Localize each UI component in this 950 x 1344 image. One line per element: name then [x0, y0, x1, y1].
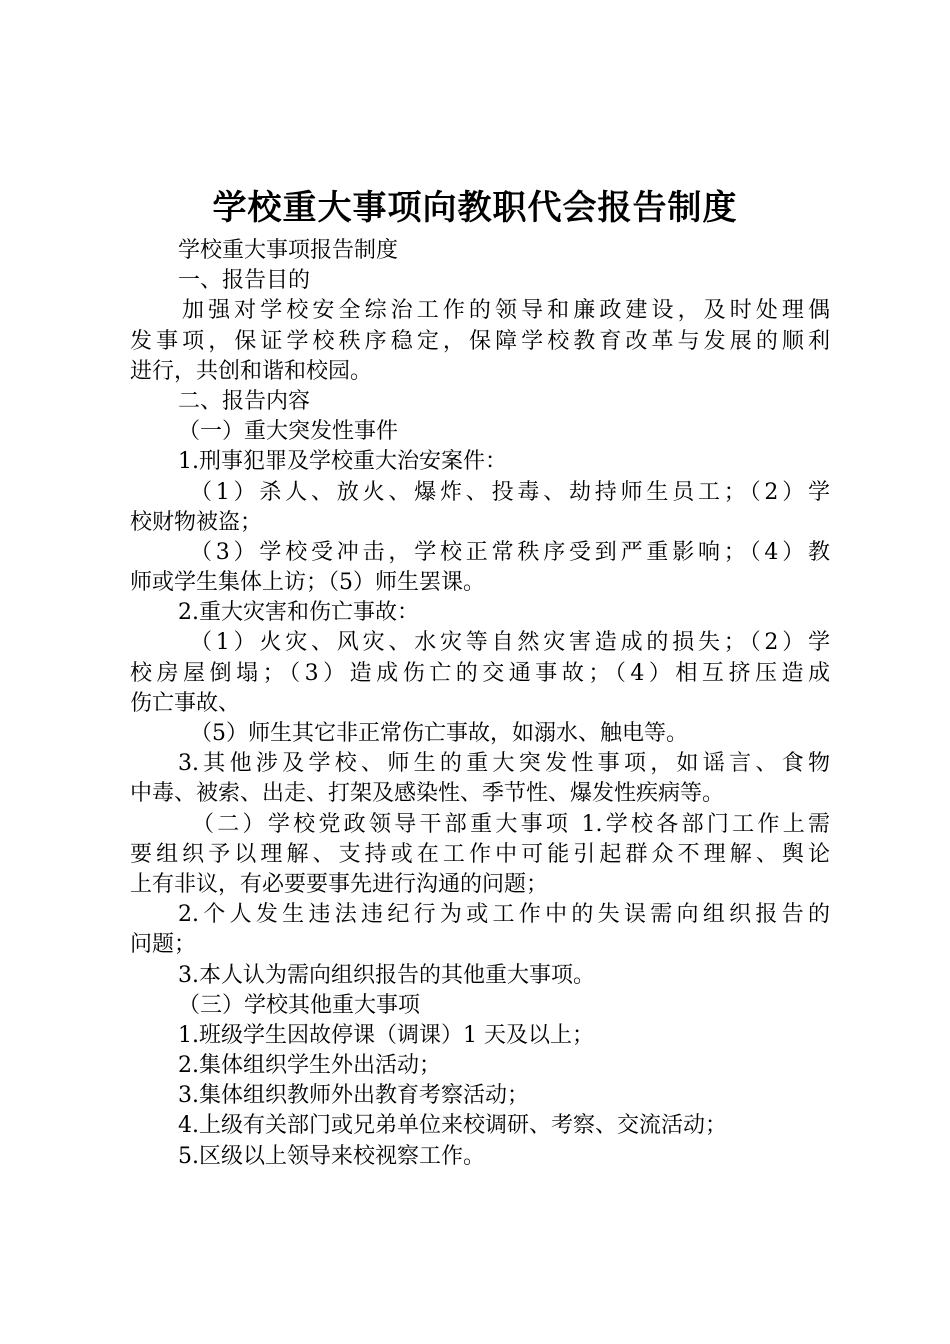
document-line: 加强对学校安全综治工作的领导和廉政建设，及时处理偶 [182, 298, 830, 324]
document-line: （1）火灾、风灾、水灾等自然灾害造成的损失；（2）学 [190, 630, 830, 656]
document-line: （5）师生其它非正常伤亡事故，如溺水、触电等。 [190, 721, 688, 746]
document-line: 2.重大灾害和伤亡事故： [178, 600, 419, 626]
document-line: 2.个人发生违法违纪行为或工作中的失误需向组织报告的 [178, 902, 830, 928]
document-line: 进行，共创和谐和校园。 [130, 358, 373, 384]
document-line: 5.区级以上领导来校视察工作。 [178, 1143, 485, 1169]
document-line: （一）重大突发性事件 [178, 419, 399, 445]
document-line: （二）学校党政领导干部重大事项 1.学校各部门工作上需 [192, 811, 830, 837]
document-body [130, 236, 830, 1172]
document-line: 学校重大事项报告制度 [178, 238, 399, 263]
document-line: 发事项，保证学校秩序稳定，保障学校教育改革与发展的顺利 [130, 328, 830, 354]
document-line: （3）学校受冲击，学校正常秩序受到严重影响；（4）教 [190, 539, 830, 565]
document-line: 3.集体组织教师外出教育考察活动； [178, 1083, 529, 1109]
document-line: 问题； [130, 932, 197, 958]
document-line: 中毒、被索、出走、打架及感染性、季节性、爆发性疾病等。 [130, 781, 725, 807]
document-line: 2.集体组织学生外出活动； [178, 1053, 441, 1079]
document-line: 3.本人认为需向组织报告的其他重大事项。 [178, 962, 595, 988]
document-line: 伤亡事故、 [130, 690, 241, 716]
document-title: 学校重大事项向教职代会报告制度 [212, 188, 738, 228]
document-line: 4.上级有关部门或兄弟单位来校调研、考察、交流活动； [178, 1113, 727, 1139]
document-line: （1）杀人、放火、爆炸、投毒、劫持师生员工；（2）学 [190, 479, 830, 505]
document-line: 一、报告目的 [178, 268, 311, 294]
document-line: 3.其他涉及学校、师生的重大突发性事项，如谣言、食物 [178, 751, 830, 777]
document-line: （三）学校其他重大事项 [178, 992, 421, 1018]
document-line: 二、报告内容 [178, 388, 311, 414]
document-line: 1.刑事犯罪及学校重大治安案件： [178, 449, 507, 475]
document-line: 校财物被盗； [130, 509, 263, 535]
document-line: 要组织予以理解、支持或在工作中可能引起群众不理解、舆论 [130, 841, 830, 867]
document-line: 师或学生集体上访；（5）师生罢课。 [130, 570, 485, 596]
document-line: 1.班级学生因故停课（调课）1 天及以上； [178, 1022, 594, 1048]
document-line: 校房屋倒塌；（3）造成伤亡的交通事故；（4）相互挤压造成 [130, 660, 830, 686]
document-line: 上有非议，有必要要事先进行沟通的问题； [130, 871, 549, 897]
